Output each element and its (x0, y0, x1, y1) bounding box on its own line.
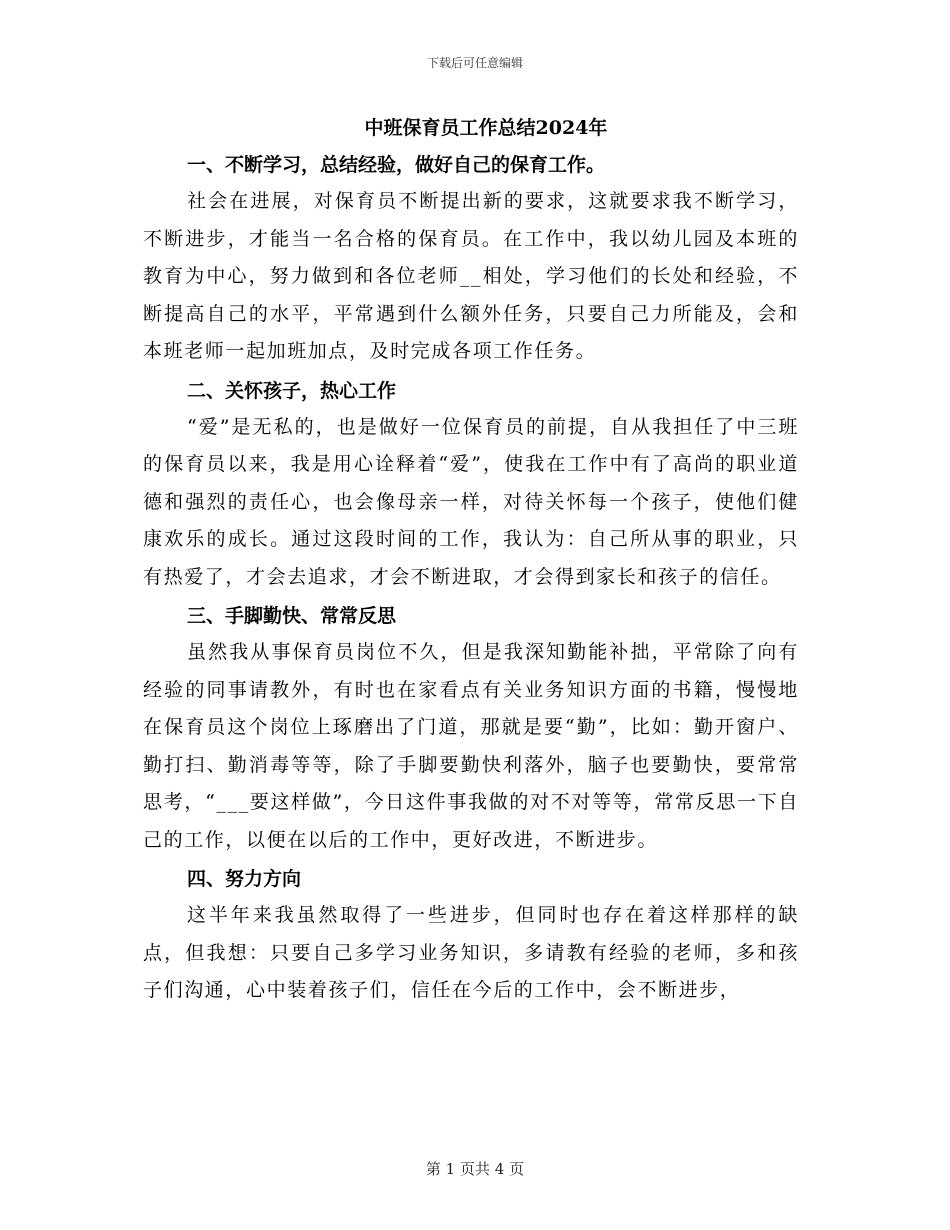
section-paragraph-4: 这半年来我虽然取得了一些进步，但同时也存在着这样那样的缺点，但我想：只要自己多学习业务知识，多请教有经验的老师，多和孩子们沟通，心中装着孩子们，信任在今后的工作中，会不断进步， (143, 904, 799, 1001)
page-number: 第 1 页共 4 页 (425, 1160, 525, 1178)
section-heading-3: 三、手脚勤快、常常反思 (187, 605, 397, 627)
document-body (143, 113, 799, 1010)
section-paragraph-2: “爱”是无私的，也是做好一位保育员的前提，自从我担任了中三班的保育员以来，我是用心诠释着“爱”，使我在工作中有了高尚的职业道德和强烈的责任心，也会像母亲一样，对待关怀每一个孩子，使他们健康欢乐的成长。通过这段时间的工作，我认为：自己所从事的职业，只有热爱了，才会去追求，才会不断进取，才会得到家长和孩子的信任。 (143, 415, 799, 588)
section-paragraph-1: 社会在进展，对保育员不断提出新的要求，这就要求我不断学习，不断进步，才能当一名合格的保育员。在工作中，我以幼儿园及本班的教育为中心，努力做到和各位老师__相处，学习他们的长处和经验，不断提高自己的水平，平常遇到什么额外任务，只要自己力所能及，会和本班老师一起加班加点，及时完成各项工作任务。 (143, 190, 799, 362)
document-title: 中班保育员工作总结2024年 (364, 117, 608, 139)
page-header-note: 下载后可任意编辑 (426, 56, 523, 70)
section-paragraph-3: 虽然我从事保育员岗位不久，但是我深知勤能补拙，平常除了向有经验的同事请教外，有时也在家看点有关业务知识方面的书籍，慢慢地在保育员这个岗位上琢磨出了门道，那就是要“勤”，比如：勤开窗户、勤打扫、勤消毒等等，除了手脚要勤快利落外，脑子也要勤快，要常常思考，“___要这样做”，今日这件事我做的对不对等等，常常反思一下自己的工作，以便在以后的工作中，更好改进，不断进步。 (143, 641, 799, 851)
section-heading-1: 一、不断学习，总结经验，做好自己的保育工作。 (187, 154, 606, 176)
section-heading-2: 二、关怀孩子，热心工作 (187, 379, 397, 402)
section-heading-4: 四、努力方向 (187, 868, 302, 890)
